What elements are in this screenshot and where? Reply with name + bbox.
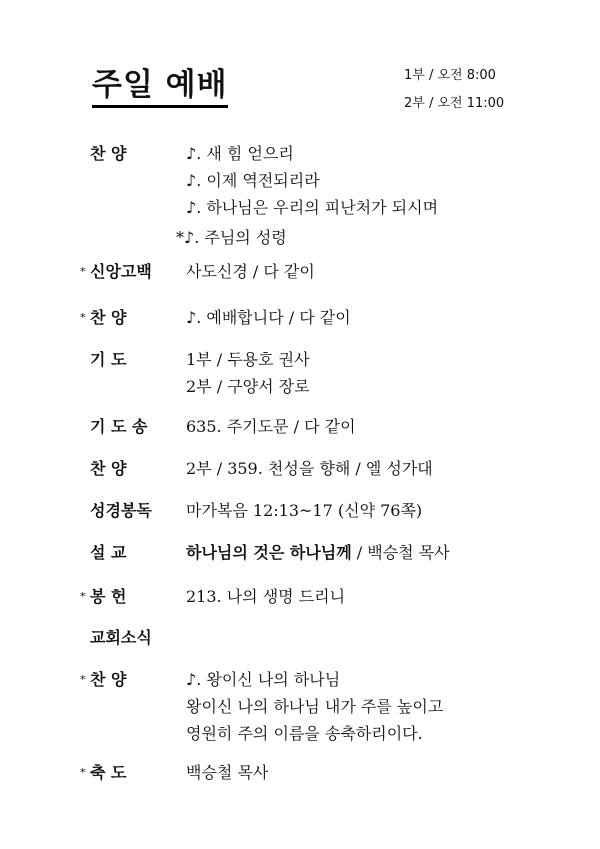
item-label: 기 도 송 [90, 417, 148, 436]
stand-marker: * [80, 673, 86, 686]
item-label: 신앙고백 [90, 262, 152, 281]
item-label: 성경봉독 [90, 501, 152, 520]
stand-marker: * [80, 311, 86, 324]
item-content [176, 140, 439, 251]
item-label: 축 도 [90, 763, 127, 782]
stand-marker: * [80, 590, 86, 603]
item-label: 찬 양 [90, 308, 127, 327]
item-content: 사도신경 / 다 같이 [186, 262, 315, 281]
stand-marker: * [80, 265, 86, 278]
service-time-1: 1부 / 오전 8:00 [404, 68, 496, 83]
item-content: 백승철 목사 [186, 763, 269, 782]
item-content: 2부 / 359. 천성을 향해 / 엘 성가대 [186, 459, 433, 478]
item-content: ♪. 왕이신 나의 하나님 왕이신 나의 하나님 내가 주를 높이고 영원히 주의 이름을 송축하리이다. [186, 670, 444, 743]
item-content [186, 539, 450, 566]
sermon-title: 하나님의 것은 하나님께 [186, 543, 352, 562]
item-content: 마가복음 12:13~17 (신약 76쪽) [186, 501, 423, 520]
item-label: 찬 양 [90, 670, 127, 689]
item-label: 찬 양 [90, 459, 127, 478]
service-times [404, 62, 504, 118]
hymn-line: ♪. 이제 역전되리라 [186, 171, 320, 190]
item-content: ♪. 예배합니다 / 다 같이 [186, 308, 351, 327]
hymn-line: ♪. 새 힘 얻으리 [186, 144, 294, 163]
item-content: 213. 나의 생명 드리니 [186, 587, 346, 606]
stand-marker: * [80, 766, 86, 779]
item-content: 1부 / 두용호 권사 2부 / 구양서 장로 [186, 350, 310, 396]
hymn-line: *♪. 주님의 성령 [176, 228, 287, 247]
page-title: 주일 예배 [92, 66, 228, 108]
item-content: 635. 주기도문 / 다 같이 [186, 417, 356, 436]
item-label: 기 도 [90, 350, 127, 369]
item-label: 교회소식 [90, 628, 152, 647]
preacher: / 백승철 목사 [351, 543, 450, 562]
item-label: 봉 헌 [90, 587, 127, 606]
item-label: 설 교 [90, 543, 127, 562]
service-time-2: 2부 / 오전 11:00 [404, 96, 505, 111]
item-label: 찬 양 [90, 144, 127, 163]
hymn-line: ♪. 하나님은 우리의 피난처가 되시며 [186, 198, 439, 217]
